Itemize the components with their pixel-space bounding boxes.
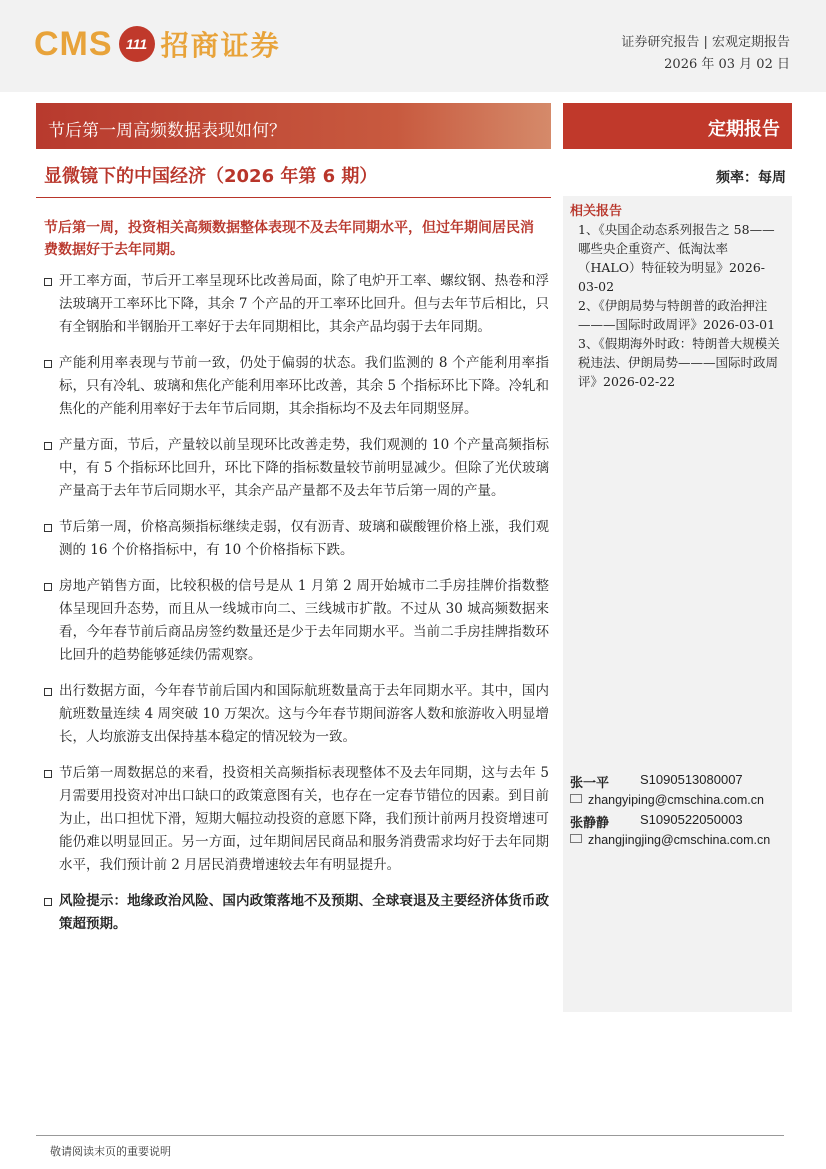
mail-icon	[570, 834, 582, 843]
related-report-item[interactable]: 3、《假期海外时政：特朗普大规模关税违法、伊朗局势———国际时政周评》2026-02-22	[578, 336, 780, 389]
title-bar	[36, 103, 551, 149]
bullet-item-capacity: 产能利用率表现与节前一致，仍处于偏弱的状态。我们监测的 8 个产能利用率指标，只有冷轧、玻璃和焦化产能利用率环比改善，其余 5 个指标环比下降。冷轧和焦化的产能利用率好于去年节后同期，其余指标均不及去年同期竖屏。	[44, 352, 549, 421]
bullet-item-travel: 出行数据方面，今年春节前后国内和国际航班数量高于去年同期水平。其中，国内航班数量连续 4 周突破 10 万架次。这与今年春节期间游客人数和旅游收入明显增长，人均旅游支出保持基本稳定的情况较为一致。	[44, 680, 549, 749]
bullet-box-icon	[44, 360, 52, 368]
bullet-box-icon	[44, 770, 52, 778]
header-meta	[621, 32, 790, 76]
bullet-item-conclusion: 节后第一周数据总的来看，投资相关高频指标表现整体不及去年同期，这与去年 5 月需要用投资对冲出口缺口的政策意图有关，也存在一定春节错位的因素。到目前为止，出口担忧下滑，短期大幅拉动投资的意愿下降，我们预计前两月投资增速可能仍难以明显回正。另一方面，过年期间居民商品和服务消费需求均好于去年同期水平，我们预计前 2 月居民消费增速较去年有明显提升。	[44, 762, 549, 877]
logo-cn: 招商证券	[160, 29, 281, 62]
report-date: 2026 年 03 月 02 日	[664, 57, 790, 72]
bullet-item-operating-rate: 开工率方面，节后开工率呈现环比改善局面，除了电炉开工率、螺纹钢、热卷和浮法玻璃开工率环比下降，其余 7 个产品的开工率环比回升。但与去年节后相比，只有全钢胎和半钢胎开工率好于去年同期相比，其余产品均弱于去年同期。	[44, 270, 549, 339]
company-logo	[34, 22, 281, 66]
footer-divider	[36, 1135, 784, 1136]
bullet-item-risk: 风险提示：地缘政治风险、国内政策落地不及预期、全球衰退及主要经济体货币政策超预期。	[44, 890, 549, 936]
related-reports-list	[578, 220, 784, 391]
bullet-list	[44, 270, 549, 949]
subtitle-divider	[36, 197, 551, 198]
related-report-item[interactable]: 1、《央国企动态系列报告之 58——哪些央企重资产、低淘汰率（HALO）特征较为明显》2026-03-02	[578, 222, 775, 294]
analyst-entry	[570, 812, 780, 830]
bullet-box-icon	[44, 442, 52, 450]
frequency-label: 频率：每周	[716, 170, 786, 186]
report-subtitle: 显微镜下的中国经济（2026 年第 6 期）	[44, 166, 378, 187]
bullet-box-icon	[44, 898, 52, 906]
analyst-name: 张静静	[570, 816, 610, 831]
analyst-name: 张一平	[570, 776, 610, 791]
report-type: 证券研究报告 | 宏观定期报告	[621, 35, 790, 50]
bullet-item-output: 产量方面，节后，产量较以前呈现环比改善走势，我们观测的 10 个产量高频指标中，有 5 个指标环比回升，环比下降的指标数量较节前明显减少。但除了光伏玻璃产量高于去年节后同期水平，其余产品产量都不及去年节后第一周的产量。	[44, 434, 549, 503]
logo-latin: CMS	[34, 24, 113, 63]
bullet-box-icon	[44, 278, 52, 286]
bullet-item-property: 房地产销售方面，比较积极的信号是从 1 月第 2 周开始城市二手房挂牌价指数整体呈现回升态势，而且从一线城市向二、三线城市扩散。不过从 30 城高频数据来看，今年春节前后商品房签约数量还是少于去年同期水平。当前二手房挂牌指数环比回升的趋势能够延续仍需观察。	[44, 575, 549, 667]
related-reports-title: 相关报告	[570, 204, 623, 219]
related-report-item[interactable]: 2、《伊朗局势与特朗普的政治押注———国际时政周评》2026-03-01	[578, 298, 776, 332]
category-bar	[563, 103, 792, 149]
bullet-box-icon	[44, 688, 52, 696]
bullet-item-prices: 节后第一周，价格高频指标继续走弱，仅有沥青、玻璃和碳酸锂价格上涨，我们观测的 16 个价格指标中，有 10 个价格指标下跌。	[44, 516, 549, 562]
report-title: 节后第一周高频数据表现如何？	[48, 121, 286, 141]
logo-emblem-icon: 111	[119, 26, 155, 62]
summary-text: 节后第一周，投资相关高频数据整体表现不及去年同期水平，但过年期间居民消费数据好于去年同期。	[44, 220, 534, 258]
bullet-box-icon	[44, 583, 52, 591]
analyst-license: S1090513080007	[640, 772, 743, 787]
analyst-email[interactable]: zhangjingjing@cmschina.com.cn	[570, 833, 770, 847]
analyst-license: S1090522050003	[640, 812, 743, 827]
analyst-email[interactable]: zhangyiping@cmschina.com.cn	[570, 793, 764, 807]
bullet-box-icon	[44, 524, 52, 532]
mail-icon	[570, 794, 582, 803]
analyst-entry	[570, 772, 780, 790]
footer-note: 敬请阅读末页的重要说明	[50, 1145, 171, 1158]
report-category: 定期报告	[708, 119, 780, 140]
